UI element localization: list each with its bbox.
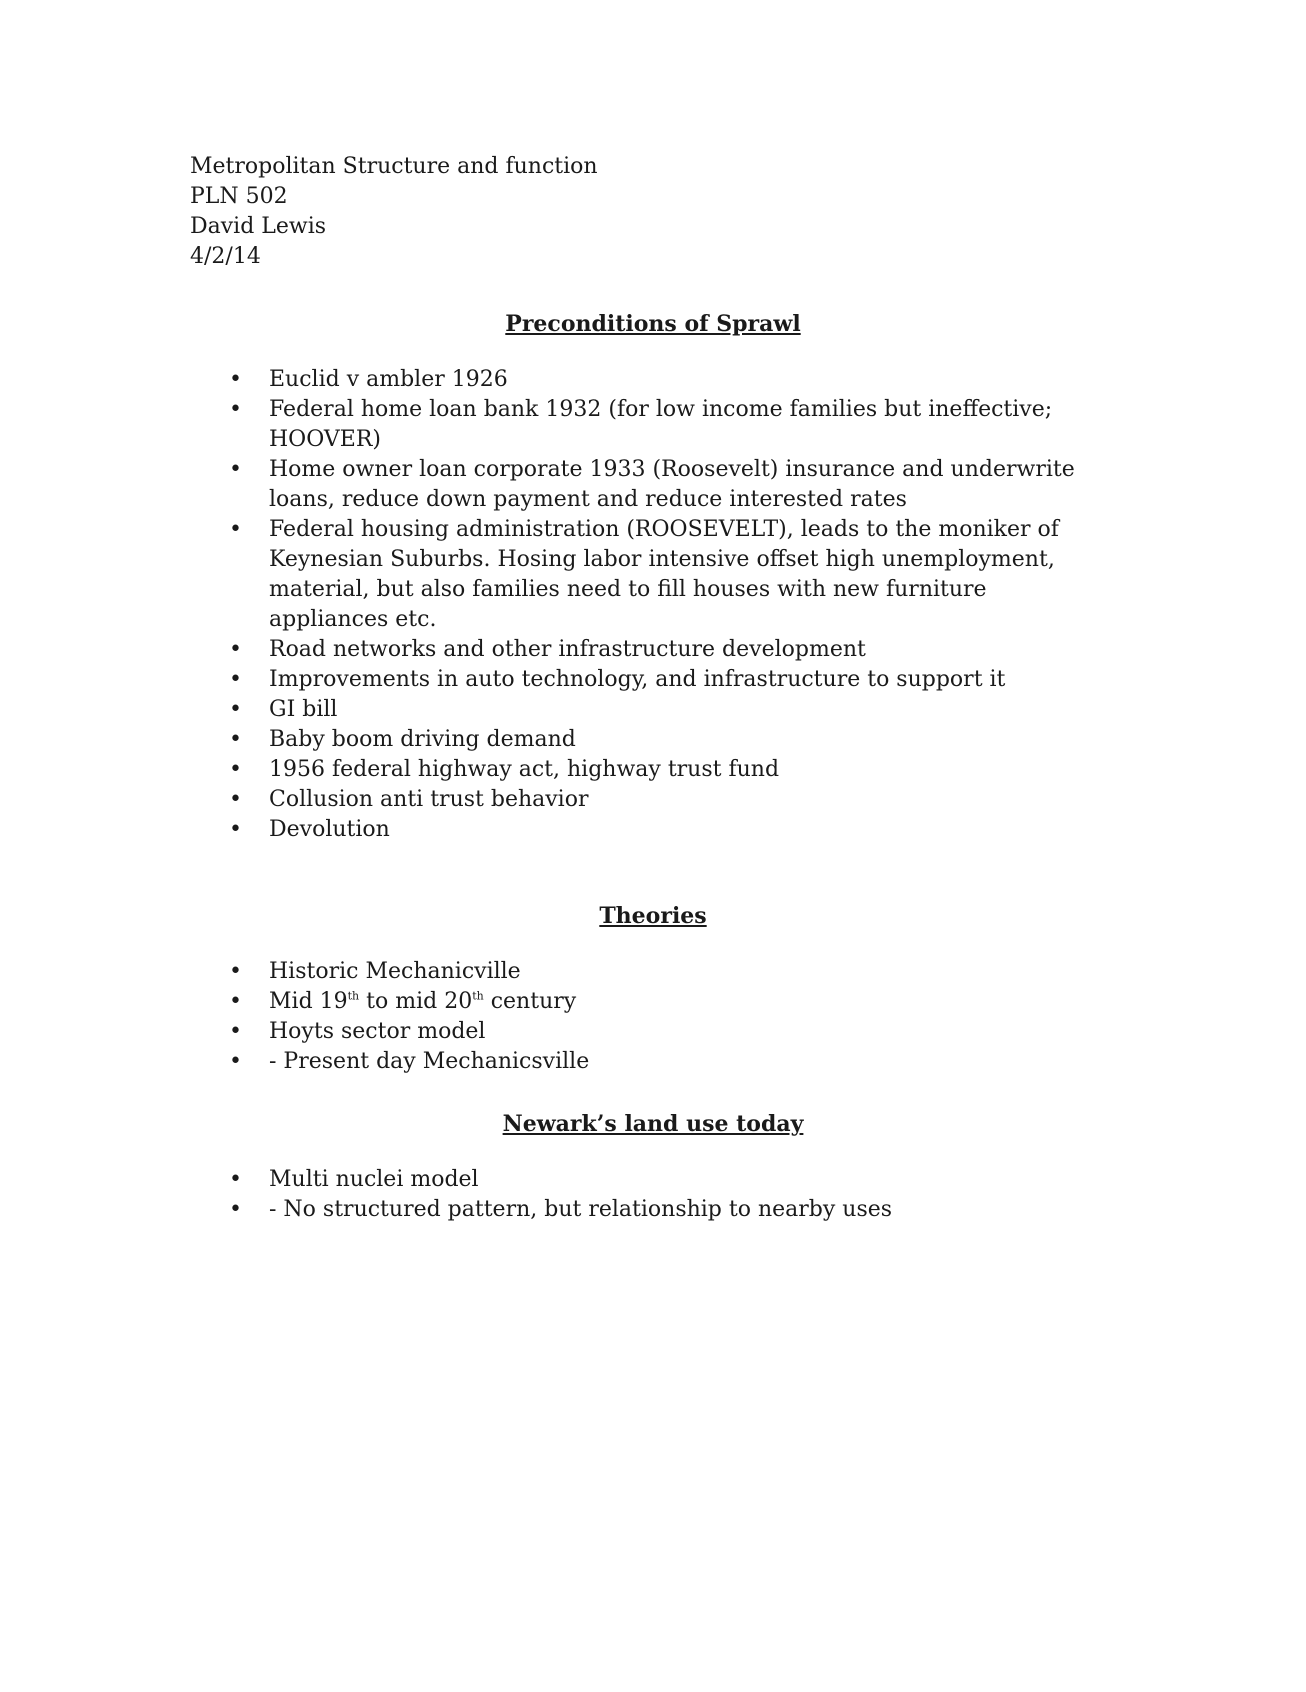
bullet-icon: • bbox=[229, 367, 242, 392]
list-item: • Hoyts sector model bbox=[225, 1017, 1105, 1047]
section-heading-newark-land-use: Newark’s land use today bbox=[502, 1111, 804, 1137]
bullet-icon: • bbox=[229, 1019, 242, 1044]
bullet-icon: • bbox=[229, 1197, 242, 1222]
bullet-icon: • bbox=[229, 959, 242, 984]
bullet-icon: • bbox=[229, 637, 242, 662]
bullet-icon: • bbox=[229, 1049, 242, 1074]
list-item: • - Present day Mechanicsville bbox=[225, 1047, 1105, 1077]
bullet-icon: • bbox=[229, 817, 242, 842]
list-item: • Federal housing administration (ROOSEVELT), leads to the moniker of Keynesian Suburbs. Hosing labor intensive offset high unemployment, material, but also families need to fill houses with new furniture appliances etc. bbox=[229, 517, 1059, 632]
document-header bbox=[190, 152, 598, 272]
list-item: • 1956 federal highway act, highway trust fund bbox=[225, 755, 1105, 785]
preconditions-list bbox=[225, 365, 1105, 845]
list-item: • Federal home loan bank 1932 (for low income families but ineffective; HOOVER) bbox=[229, 397, 1053, 452]
list-item: • Mid 19th to mid 20th century bbox=[225, 987, 1105, 1017]
bullet-icon: • bbox=[229, 457, 242, 482]
section-heading-preconditions: Preconditions of Sprawl bbox=[505, 311, 801, 337]
list-item: • Home owner loan corporate 1933 (Roosevelt) insurance and underwrite loans, reduce down payment and reduce interested rates bbox=[229, 457, 1075, 512]
bullet-icon: • bbox=[229, 757, 242, 782]
bullet-icon: • bbox=[229, 397, 242, 422]
list-item: • GI bill bbox=[225, 695, 1105, 725]
bullet-icon: • bbox=[229, 787, 242, 812]
list-item: • Historic Mechanicville bbox=[225, 957, 1105, 987]
list-item: • Improvements in auto technology, and infrastructure to support it bbox=[225, 665, 1105, 695]
bullet-icon: • bbox=[229, 697, 242, 722]
bullet-icon: • bbox=[229, 1167, 242, 1192]
bullet-icon: • bbox=[229, 989, 242, 1014]
course-title: Metropolitan Structure and function bbox=[190, 154, 598, 179]
list-item: • Baby boom driving demand bbox=[225, 725, 1105, 755]
bullet-icon: • bbox=[229, 727, 242, 752]
section-heading-theories: Theories bbox=[599, 903, 707, 929]
list-item: • Euclid v ambler 1926 bbox=[225, 365, 1105, 395]
course-code: PLN 502 bbox=[190, 184, 288, 209]
list-item: • Collusion anti trust behavior bbox=[225, 785, 1105, 815]
bullet-icon: • bbox=[229, 667, 242, 692]
list-item: • - No structured pattern, but relationship to nearby uses bbox=[225, 1195, 1105, 1225]
document-date: 4/2/14 bbox=[190, 244, 261, 269]
newark-land-use-list bbox=[225, 1165, 1105, 1225]
list-item: • Road networks and other infrastructure development bbox=[225, 635, 1105, 665]
theories-list bbox=[225, 957, 1105, 1077]
author-name: David Lewis bbox=[190, 214, 327, 239]
bullet-icon: • bbox=[229, 517, 242, 542]
list-item: • Devolution bbox=[225, 815, 1105, 845]
list-item: • Multi nuclei model bbox=[225, 1165, 1105, 1195]
